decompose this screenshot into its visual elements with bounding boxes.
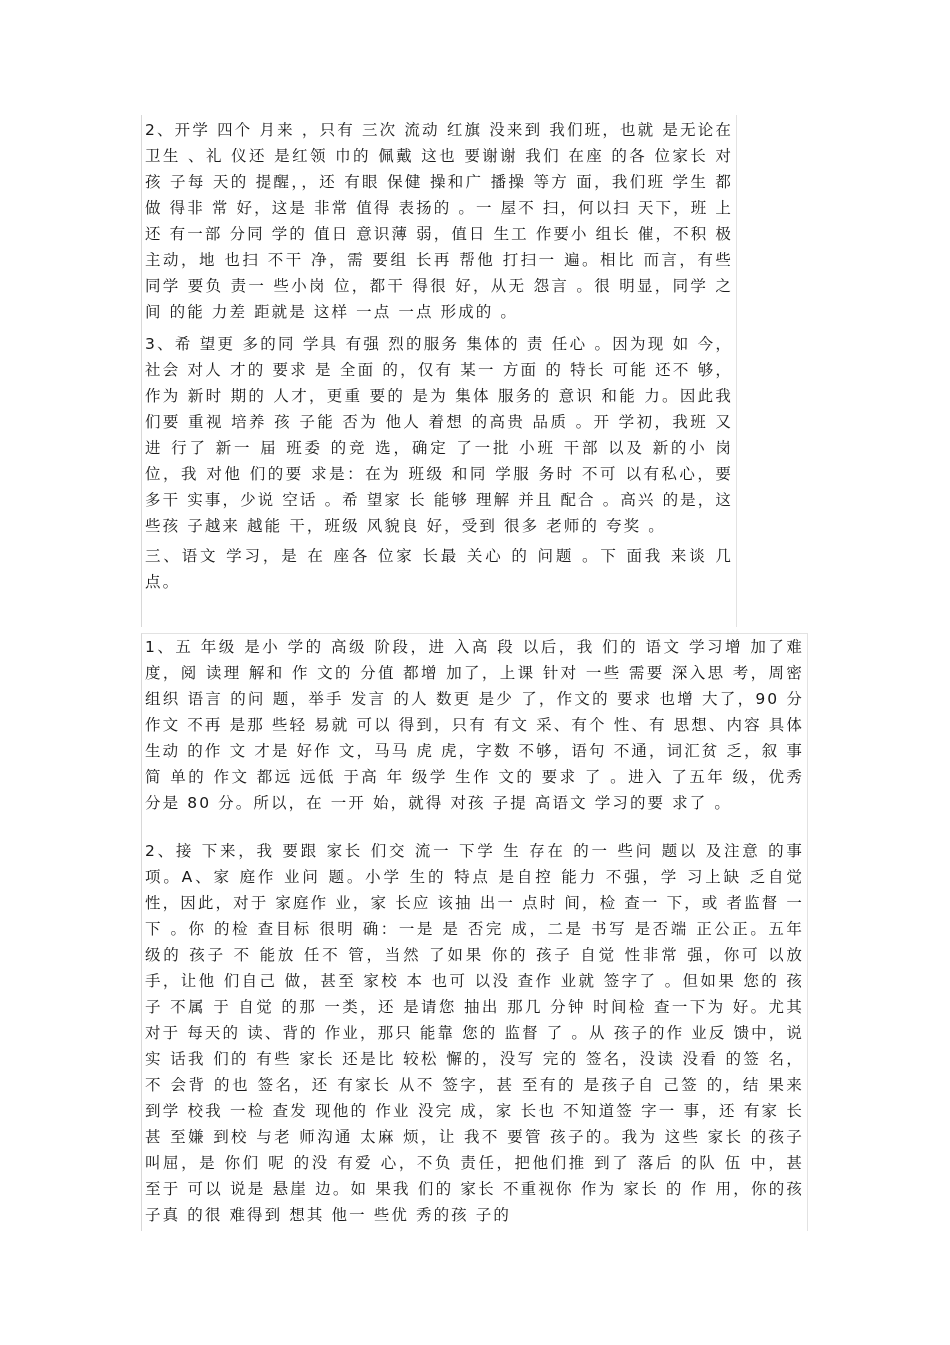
paragraph-chinese-learning-heading: 三、语文 学习，是 在 座各 位家 长最 关心 的 问题 。下 面我 来谈 几点。: [145, 547, 733, 591]
paragraph-grade-five-chinese: 1、五 年级 是小 学的 高级 阶段，进 入高 段 以后，我 们的 语文 学习增 加了难度，阅 读理 解和 作 文的 分值 都增 加了，上课 针对 一些 需要 深入思 考，周密 组织 语言 的问 题，举手 发言 的人 数更 是少 了，作文的 要求 也增 大了，90 分 作文 不再 是那 些轻 易就 可以 得到，只有 有文 采、有个 性、有 思想、内容 具体 生动 的作 文 才是 好作 文，马马 虎 虎，字数 不够，语句 不通，词汇贫 乏，叙 事简 单的 作文 都远 远低 于高 年 级学 生作 文的 要求 了 。进入 了五年 级，优秀 分是 80 分。所以，在 一开 始，就得 对孩 子提 高语文 学习的要 求了 。: [145, 638, 804, 812]
paragraph-flag-honor: 2、开学 四个 月来 ，只有 三次 流动 红旗 没来到 我们班，也就 是无论在 卫生 、礼 仪还 是红领 巾的 佩戴 这也 要谢谢 我们 在座 的各 位家长 对孩 子每 天的 提醒，，还 有眼 保健 操和广 播操 等方 面，我们班 学生 都做 得非 常 好，这是 非常 值得 表扬的 。一 屋不 扫，何以扫 天下，班 上还 有一部 分同 学的 值日 意识薄 弱，值日 生工 作要小 组长 催，不积 极 主动，地 也扫 不干 净，需 要组 长再 帮他 打扫一 遍。相比 而言，有些 同学 要负 责一 些小岗 位，都干 得很 好，从无 怨言 。很 明显，同学 之间 的能 力差 距就是 这样 一点 一点 形成的 。: [145, 121, 734, 321]
text-block-upper: [141, 115, 737, 627]
paragraph-homework-issues: 2、接 下来，我 要跟 家长 们交 流一 下学 生 存在 的一 些问 题以 及注意 的事项。A、家 庭作 业问 题。小学 生的 特点 是自控 能力 不强，学 习上缺 乏自觉性，因此，对于 家庭作 业，家 长应 该抽 出一 点时 间，检 查一 下，或 者监督 一下 。你 的检 查目标 很明 确：一是 是 否完 成，二是 书写 是否端 正公正。五年 级的 孩子 不 能放 任不 管，当然 了如果 你的 孩子 自觉 性非常 强，你可 以放 手，让他 们自己 做，甚至 家校 本 也可 以没 查作 业就 签字了 。但如果 您的 孩子 不属 于 自觉 的那 一类，还 是请您 抽出 那几 分钟 时间检 查一下为 好。尤其 对于 每天的 读、背的 作业，那只 能靠 您的 监督 了 。从 孩子的作 业反 馈中，说实 话我 们的 有些 家长 还是比 较松 懈的，没写 完的 签名，没读 没看 的签 名，不 会背 的也 签名，还 有家长 从不 签字，甚 至有的 是孩子自 己签 的，结 果来 到学 校我 一检 查发 现他的 作业 没完 成，家 长也 不知道签 字一 事，还 有家 长甚 至嫌 到校 与老 师沟通 太麻 烦，让 我不 要管 孩子的。我为 这些 家长 的孩子 叫屈，是 你们 呢 的没 有爱 心，不负 责任，把他们推 到了 落后 的队 伍 中，甚 至于 可以 说是 悬崖 边。如 果我 们的 家长 不重视你 作为 家长 的 作 用，你的孩 子真 的很 难得到 想其 他一 些优 秀的孩 子的: [145, 842, 804, 1224]
text-block-lower: [141, 633, 808, 1231]
paragraph-collective-responsibility: 3、希 望更 多的同 学具 有强 烈的服务 集体的 责 任心 。因为现 如 今，社会 对人 才的 要求 是 全面 的，仅有 某一 方面 的 特长 可能 还不 够，作为 新时 期的 人才，更重 要的 是为 集体 服务的 意识 和能 力。因此我 们要 重视 培养 孩 子能 否为 他人 着想 的高贵 品质 。开 学初，我班 又进 行了 新一 届 班委 的竞 选，确定 了一批 小班 干部 以及 新的小 岗位，我 对他 们的要 求是：在为 班级 和同 学服 务时 不可 以有私心，要 多干 实事，少说 空话 。希 望家 长 能够 理解 并且 配合 。高兴 的是，这 些孩 子越来 越能 干，班级 风貌良 好，受到 很多 老师的 夸奖 。: [145, 335, 734, 535]
